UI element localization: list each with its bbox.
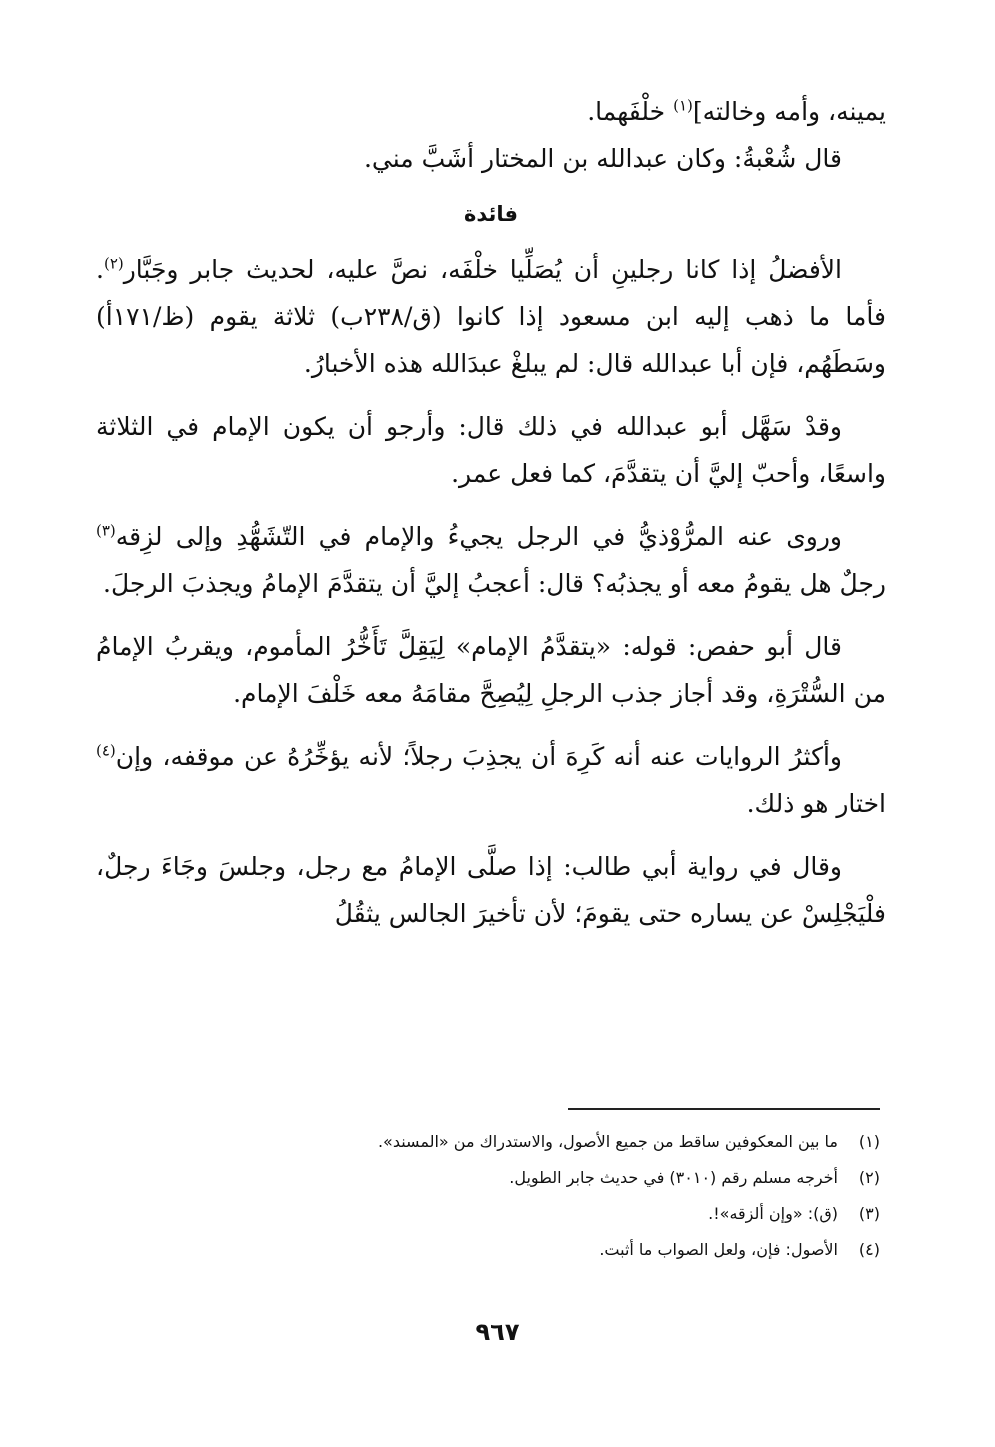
footnote-ref: (١): [673, 96, 693, 115]
paragraph-text: رجلٌ هل يقومُ معه أو يجذبُه؟ قال: أعجبُ إليَّ أن يتقدَّمَ الإمامُ ويجذبَ الرجلَ.: [103, 569, 886, 598]
footnote: [300, 1124, 880, 1160]
paragraph: [96, 513, 886, 607]
paragraph: [96, 733, 886, 827]
footnote: [300, 1196, 880, 1232]
footnote: [300, 1232, 880, 1268]
footnote-number: (٤): [858, 1240, 880, 1259]
paragraph-text: الأفضلُ إذا كانا رجلينِ أن يُصَلِّيا خلْفَه، نصَّ عليه، لحديث جابر وجَبَّار: [123, 255, 842, 284]
footnote-text: ما بين المعكوفين ساقط من جميع الأصول، والاستدراك من «المسند».: [377, 1132, 838, 1151]
paragraph: [96, 403, 886, 497]
footnote-divider: [568, 1108, 880, 1110]
paragraph-text: وأكثرُ الروايات عنه أنه كَرِهَ أن يجذِبَ رجلاً؛ لأنه يؤخِّرُهُ عن موقفه، وإن: [115, 742, 842, 771]
paragraph-text: وروى عنه المرُّوْذيُّ في الرجل يجيءُ والإمام في التّشَهُّدِ وإلى لزِقه: [115, 522, 842, 551]
footnote-ref: (٢): [103, 254, 124, 273]
footnote-number: (١): [858, 1132, 880, 1151]
opening-text: يمينه، وأمه وخالته]: [692, 97, 886, 126]
opening-line: [96, 88, 886, 135]
paragraph-text: وقال في رواية أبي طالب: إذا صلَّى الإمامُ مع رجل، وجلسَ وجَاءَ رجلٌ، فلْيَجْلِسْ عن يساره حتى يقومَ؛ لأن تأخيرَ الجالس يثقُلُ: [96, 852, 886, 928]
paragraph-text: وقدْ سَهَّل أبو عبدالله في ذلك قال: وأرجو أن يكون الإمام في الثلاثة واسعًا، وأحبّ إليَّ أن يتقدَّمَ، كما فعل عمر.: [96, 412, 886, 488]
opening-text-end: خلْفَهما.: [587, 97, 674, 126]
footnote-text: (ق): «وإن ألزقه»!.: [708, 1204, 838, 1223]
paragraph: [96, 623, 886, 717]
paragraph: [96, 246, 886, 387]
footnote-text: أخرجه مسلم رقم (٣٠١٠) في حديث جابر الطويل.: [509, 1168, 838, 1187]
footnote-text: الأصول: فإن، ولعل الصواب ما أثبت.: [599, 1240, 838, 1259]
paragraph-text: قال أبو حفص: قوله: «يتقدَّمُ الإمام» لِيَقِلَّ تَأَخُّرُ المأموم، ويقربُ الإمامُ من السُّتْرَةِ، وقد أجاز جذب الرجلِ لِيُصِحَّ مقامَهُ معه خَلْفَ الإمام.: [96, 632, 886, 708]
footnotes: [300, 1124, 880, 1268]
main-text: [96, 88, 886, 953]
paragraph-text: اختار هو ذلك.: [746, 789, 886, 818]
footnote: [300, 1160, 880, 1196]
footnote-ref: (٤): [96, 741, 116, 760]
footnote-ref: (٣): [96, 521, 116, 540]
shuba-line: قال شُعْبةُ: وكان عبدالله بن المختار أشَبَّ مني.: [363, 144, 842, 173]
paragraph-text: . فأما ما ذهب إليه ابن مسعود إذا كانوا (ق/٢٣٨ب) ثلاثة يقوم (ظ/١٧١أ) وسَطَهُم، فإن أبا عبدالله قال: لم يبلغْ عبدَالله هذه الأخبارُ.: [96, 255, 886, 378]
footnote-number: (٣): [858, 1204, 880, 1223]
footnote-number: (٢): [858, 1168, 880, 1187]
page-number: ٩٦٧: [475, 1318, 520, 1346]
paragraph: [96, 843, 886, 937]
section-title: فائدة: [463, 202, 519, 226]
